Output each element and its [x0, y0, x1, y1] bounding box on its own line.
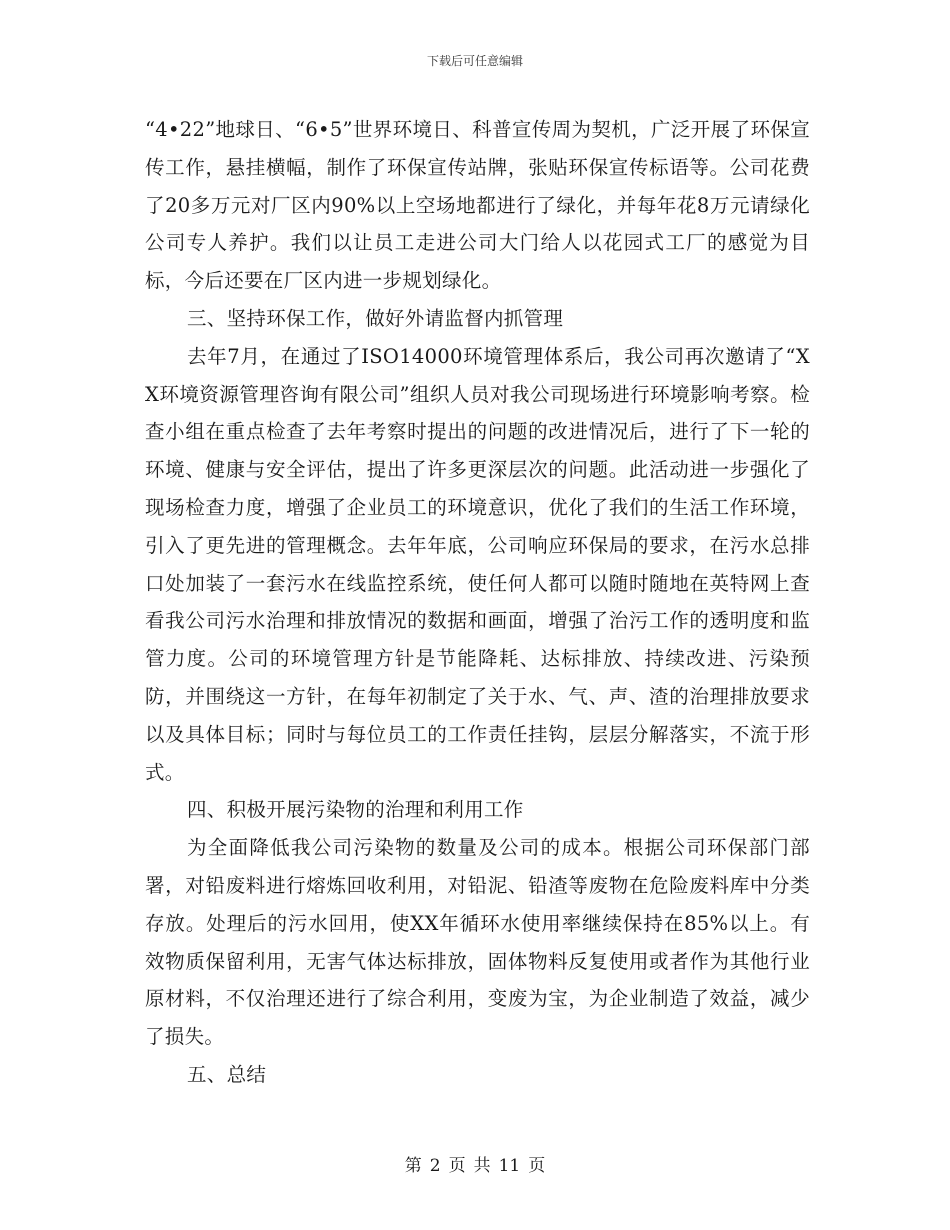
footer-prefix: 第: [404, 1156, 422, 1176]
section-heading-4: 四、积极开展污染物的治理和利用工作: [187, 798, 524, 822]
document-body: [145, 111, 810, 1094]
paragraph-continuation: “4•22”地球日、“6•5”世界环境日、科普宣传周为契机，广泛开展了环保宣传工作，悬挂横幅，制作了环保宣传站牌，张贴环保宣传标语等。公司花费了20多万元对厂区内90%以上空场地都进行了绿化，并每年花8万元请绿化公司专人养护。我们以让员工走进公司大门给人以花园式工厂的感觉为目标，今后还要在厂区内进一步规划绿化。: [145, 118, 810, 293]
footer-total-prefix: 共: [473, 1156, 491, 1176]
paragraph-section-4: 为全面降低我公司污染物的数量及公司的成本。根据公司环保部门部署，对铅废料进行熔炼回收利用，对铅泥、铅渣等废物在危险废料库中分类存放。处理后的污水回用，使XX年循环水使用率继续保持在85%以上。有效物质保留利用，无害气体达标排放，固体物料反复使用或者作为其他行业原材料，不仅治理还进行了综合利用，变废为宝，为企业制造了效益，减少了损失。: [145, 836, 810, 1049]
footer-page-number: 2: [429, 1156, 441, 1176]
footer-total-pages: 11: [498, 1156, 521, 1176]
section-heading-3: 三、坚持环保工作，做好外请监督内抓管理: [187, 306, 564, 330]
footer-total-unit: 页: [528, 1156, 546, 1176]
header-note: 下载后可任意编辑: [426, 54, 523, 68]
page-footer: [0, 1155, 950, 1177]
paragraph-section-3: 去年7月，在通过了ISO14000环境管理体系后，我公司再次邀请了“XX环境资源管理咨询有限公司”组织人员对我公司现场进行环境影响考察。检查小组在重点检查了去年考察时提出的问题的改进情况后，进行了下一轮的环境、健康与安全评估，提出了许多更深层次的问题。此活动进一步强化了现场检查力度，增强了企业员工的环境意识，优化了我们的生活工作环境，引入了更先进的管理概念。去年年底，公司响应环保局的要求，在污水总排口处加装了一套污水在线监控系统，使任何人都可以随时随地在英特网上查看我公司污水治理和排放情况的数据和画面，增强了治污工作的透明度和监管力度。公司的环境管理方针是节能降耗、达标排放、持续改进、污染预防，并围绕这一方针，在每年初制定了关于水、气、声、渣的治理排放要求以及具体目标；同时与每位员工的工作责任挂钩，层层分解落实，不流于形式。: [145, 344, 810, 784]
footer-page-unit: 页: [448, 1156, 466, 1176]
section-heading-5: 五、总结: [187, 1062, 267, 1086]
